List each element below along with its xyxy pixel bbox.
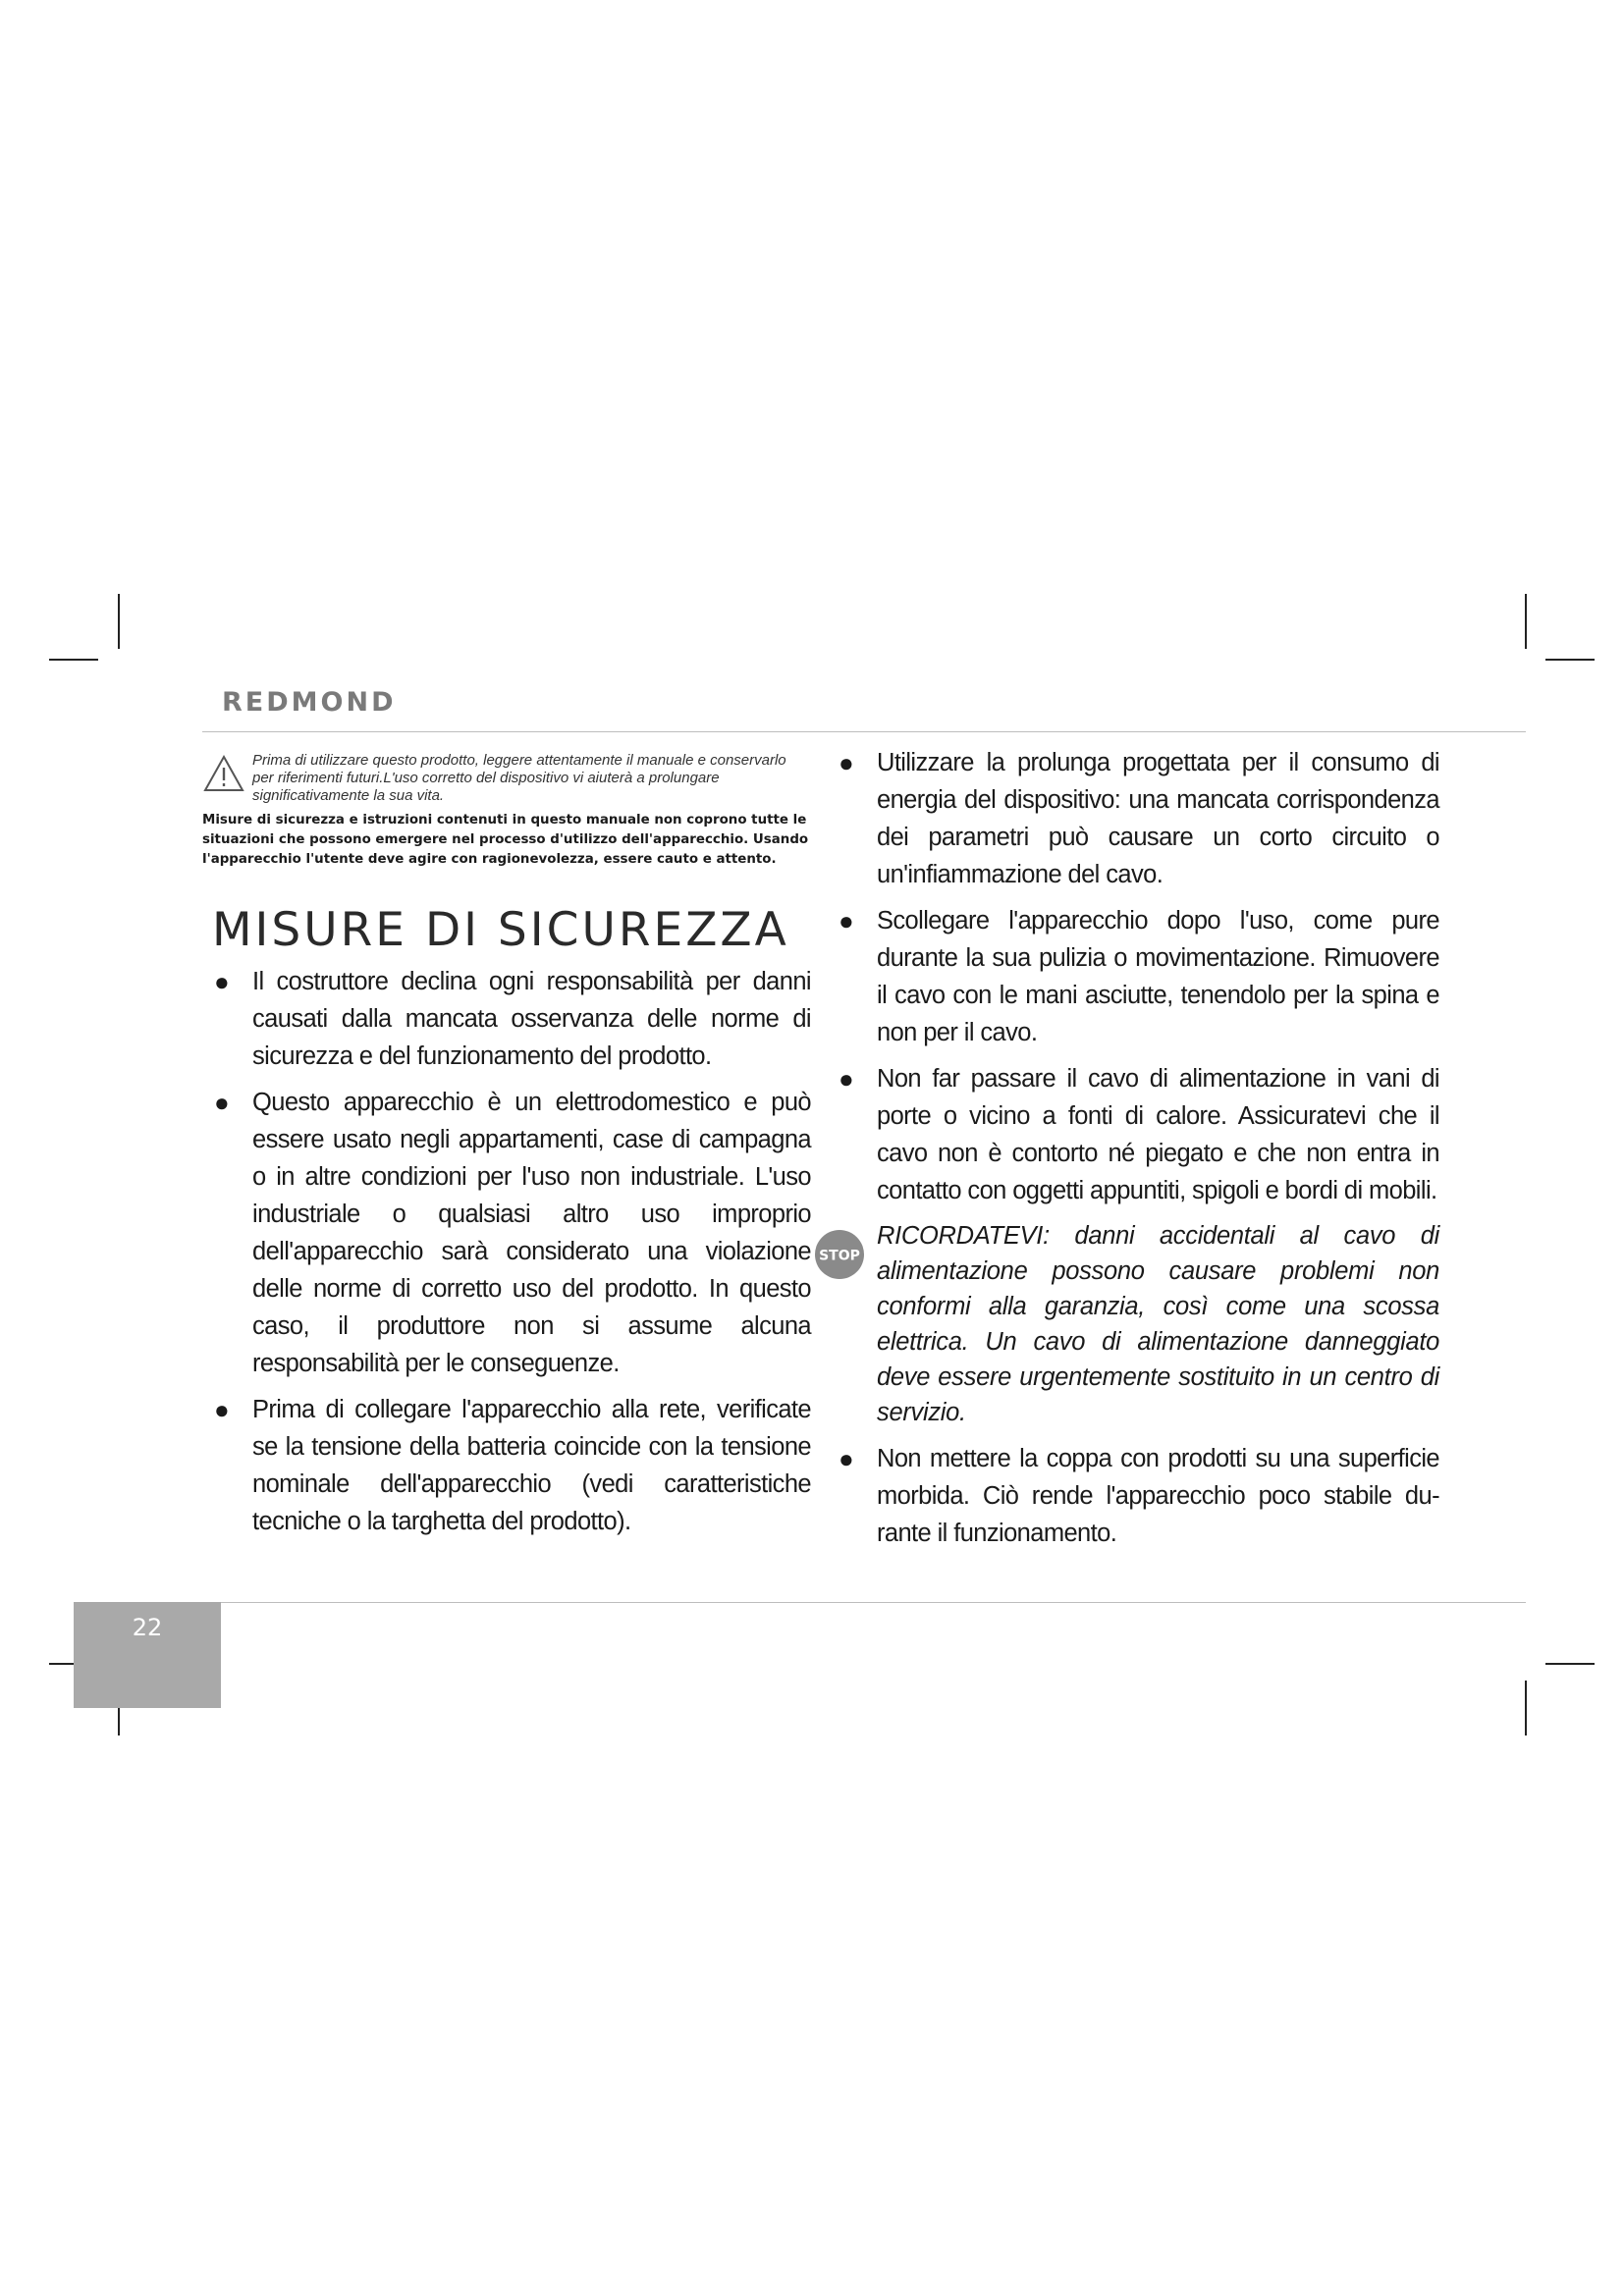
- page-number: 22: [132, 1614, 163, 1641]
- section-title: MISURE DI SICUREZZA: [212, 903, 789, 957]
- left-safety-list: [202, 963, 811, 1540]
- bullet-icon: ●: [839, 748, 854, 777]
- crop-mark: [118, 594, 120, 649]
- list-item: [202, 1084, 811, 1382]
- list-item-text: Non mettere la coppa con prodotti su una superficie morbida. Ciò rende l'apparecchio poco stabile du-rante il funzionamento.: [877, 1445, 1439, 1547]
- warning-triangle-icon: [202, 754, 245, 793]
- list-item-text: Non far passare il cavo di alimentazione in vani di porte o vicino a fonti di calore. Assicuratevi che il cavo non è contorto né piegato e che non entra in contatto con oggetti appuntiti, spigoli e bordi di mobili.: [877, 1065, 1439, 1204]
- list-item-text: Utilizzare la prolunga progettata per il consumo di energia del dispositivo: una mancata corrispondenza dei parametri può causare un corto circuito o un'infiammazione del cavo.: [877, 749, 1439, 888]
- stop-note-text: RICORDATEVI: danni accidentali al cavo di alimentazione possono causare problemi non conformi alla garanzia, così come una scossa elettrica. Un cavo di alimentazione danneggiato deve essere urgentemente sostituito in un centro di servizio.: [877, 1222, 1439, 1426]
- crop-mark: [1525, 594, 1527, 649]
- header-divider: [202, 731, 1526, 732]
- crop-mark: [1545, 659, 1595, 661]
- left-column: [202, 744, 811, 1549]
- right-safety-list: [831, 744, 1439, 1209]
- stop-note: [819, 1218, 1439, 1430]
- list-item: [202, 963, 811, 1075]
- crop-mark: [1525, 1681, 1527, 1735]
- crop-mark: [1545, 1663, 1595, 1665]
- bullet-icon: ●: [214, 1395, 230, 1424]
- list-item-text: Il costruttore declina ogni responsabilità per danni causati dalla mancata osservanza delle norme di sicurezza e del funzionamento del prodotto.: [252, 968, 811, 1070]
- intro-bold-note: Misure di sicurezza e istruzioni contenuti in questo manuale non coprono tutte le situazioni che possono emergere nel processo d'utilizzo dell'apparecchio. Usando l'apparecchio l'utente deve agire con ragionevolezza, essere cauto e attento.: [202, 813, 809, 867]
- bullet-icon: ●: [839, 1444, 854, 1473]
- right-safety-list-continued: [831, 1440, 1439, 1552]
- list-item: [831, 1060, 1439, 1209]
- brand-logo: REDMOND: [222, 687, 397, 718]
- stop-icon-label: STOP: [819, 1248, 860, 1264]
- list-item-text: Questo apparecchio è un elettrodomestico e può essere usato negli appartamenti, case di campagna o in altre condizioni per l'uso non industriale. L'uso industriale o qualsiasi altro uso improprio dell'apparecchio sarà considerato una violazione delle norme di corretto uso del prodotto. In questo caso, il produttore non si assume alcuna responsabilità per le conseguenze.: [252, 1089, 811, 1377]
- bullet-icon: ●: [214, 967, 230, 996]
- list-item-text: Prima di collegare l'apparecchio alla rete, verificate se la tensione della batteria coincide con la tensione nominale dell'apparecchio (vedi caratteristiche tecniche o la targhetta del prodotto).: [252, 1396, 811, 1535]
- intro-block: [202, 752, 811, 805]
- bullet-icon: ●: [839, 906, 854, 935]
- right-column: [819, 744, 1439, 1561]
- crop-mark: [49, 659, 98, 661]
- list-item: [202, 1391, 811, 1540]
- bullet-icon: ●: [214, 1088, 230, 1117]
- page-number-box: [74, 1602, 221, 1708]
- list-item: [831, 902, 1439, 1051]
- list-item: [831, 1440, 1439, 1552]
- stop-sign-icon: [813, 1228, 866, 1281]
- footer-divider: [202, 1602, 1526, 1603]
- list-item-text: Scollegare l'apparecchio dopo l'uso, come pure durante la sua pulizia o movimentazione. Rimuovere il cavo con le mani asciutte, tenendolo per la spina e non per il cavo.: [877, 907, 1439, 1046]
- list-item: [831, 744, 1439, 893]
- bullet-icon: ●: [839, 1064, 854, 1094]
- intro-italic-note: Prima di utilizzare questo prodotto, leggere attentamente il manuale e conservarlo per riferimenti futuri.L'uso corretto del dispositivo vi aiuterà a prolungare significativamente la sua vita.: [252, 752, 786, 804]
